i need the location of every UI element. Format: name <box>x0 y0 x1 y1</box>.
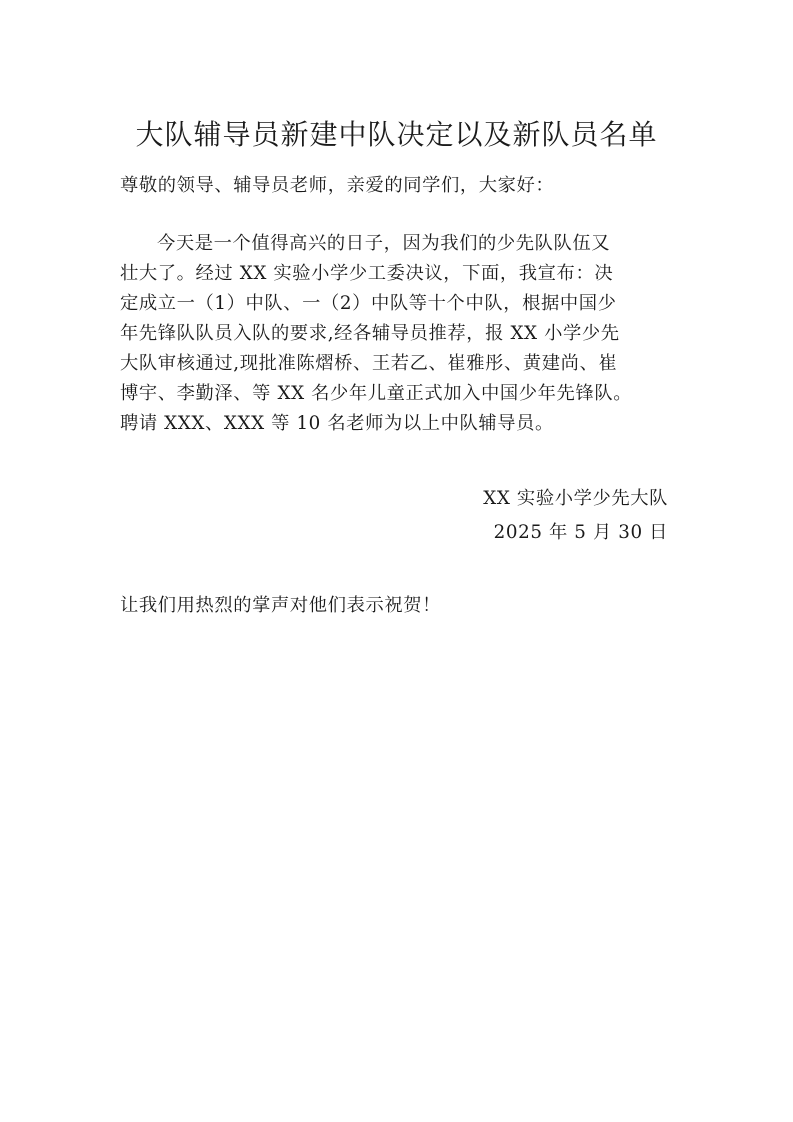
body-line: 博宇、李勤泽、等 XX 名少年儿童正式加入中国少年先锋队。 <box>120 383 633 404</box>
signature-organization: XX 实验小学少先大队 <box>483 488 668 509</box>
body-line: 定成立一（1）中队、一（2）中队等十个中队，根据中国少 <box>120 293 617 314</box>
closing-line: 让我们用热烈的掌声对他们表示祝贺！ <box>120 595 441 616</box>
body-paragraph <box>120 229 676 439</box>
body-line: 年先锋队队员入队的要求,经各辅导员推荐，报 XX 小学少先 <box>120 323 620 344</box>
body-line: 聘请 XXX、XXX 等 10 名老师为以上中队辅导员。 <box>120 413 554 434</box>
greeting-line: 尊敬的领导、辅导员老师，亲爱的同学们，大家好： <box>120 175 555 196</box>
signature-date: 2025 年 5 月 30 日 <box>493 522 668 543</box>
body-line: 今天是一个值得高兴的日子，因为我们的少先队队伍又 <box>157 233 611 254</box>
document-title: 大队辅导员新建中队决定以及新队员名单 <box>135 117 658 151</box>
body-line: 大队审核通过,现批准陈熠桥、王若乙、崔雅彤、黄建尚、崔 <box>120 353 618 374</box>
body-line: 壮大了。经过 XX 实验小学少工委决议，下面，我宣布：决 <box>120 263 614 284</box>
